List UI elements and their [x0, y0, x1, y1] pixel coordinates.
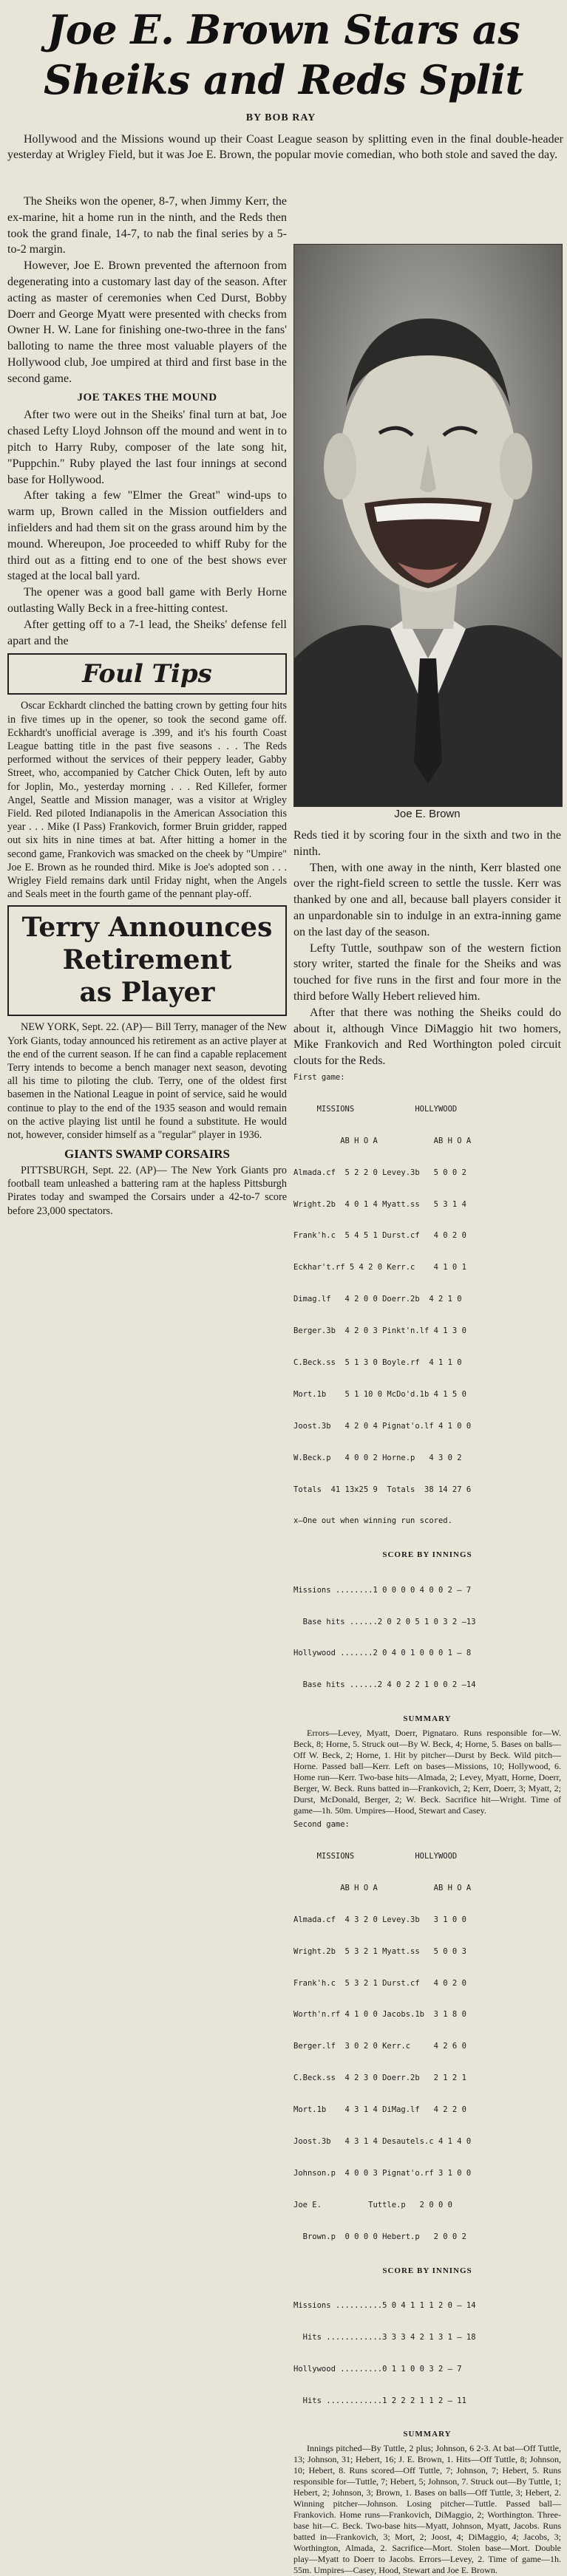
box-line: Wright.2b 5 3 2 1 Myatt.ss 5 0 0 3: [293, 1946, 466, 1956]
joe-e-brown-photo: [293, 244, 563, 807]
second-game-label: Second game:: [293, 1820, 350, 1830]
box-line: Johnson.p 4 0 0 3 Pignat'o.rf 3 1 0 0: [293, 2168, 472, 2178]
terry-headline-box: [7, 905, 287, 1016]
foul-tips-box: [7, 653, 287, 695]
box-line: Joost.3b 4 2 0 4 Pignat'o.lf 4 1 0 0: [293, 1421, 472, 1431]
score-line: Base hits ......2 4 0 2 2 1 0 0 2 —14: [293, 1680, 476, 1690]
terry-body: [7, 1020, 287, 1142]
first-game-label: First game:: [293, 1072, 345, 1082]
headline: [0, 4, 567, 105]
box-line: Eckhar't.rf 5 4 2 0 Kerr.c 4 1 0 1: [293, 1263, 466, 1272]
terry-headline-line2: Retirement: [62, 944, 232, 976]
box-line: Berger.lf 3 0 2 0 Kerr.c 4 2 6 0: [293, 2042, 466, 2051]
headline-line2: Sheiks and Reds Split: [44, 56, 523, 103]
box-line: Mort.1b 4 3 1 4 DiMag.lf 4 2 2 0: [293, 2105, 466, 2115]
score-line: Hits ............1 2 2 2 1 1 2 — 11: [293, 2396, 466, 2405]
box-line: Totals 41 13x25 9 Totals 38 14 27 6: [293, 1485, 472, 1494]
terry-headline: [9, 907, 285, 1015]
story-paragraph: The opener was a good ball game with Berly Horne outlasting Wally Beck in a free-hitting contest.: [7, 586, 287, 615]
line-score-1: [293, 1564, 561, 1711]
summary-2: [293, 2443, 561, 2576]
subhead-joe-takes-mound: JOE TAKES THE MOUND: [77, 391, 217, 403]
giants-body: [7, 1164, 287, 1218]
box-line: Almada.cf 5 2 2 0 Levey.3b 5 0 0 2: [293, 1168, 466, 1177]
summary-1: [293, 1728, 561, 1816]
box-line: Mort.1b 5 1 10 0 McDo'd.1b 4 1 5 0: [293, 1389, 466, 1399]
giants-text: PITTSBURGH, Sept. 22. (AP)— The New York Giants pro football team unleashed a battering ram at the hapless Pittsburgh Pirates today and swamped the Corsairs under a 42-to-7 score before 23,000 spectators.: [7, 1164, 287, 1217]
story-paragraph: However, Joe E. Brown prevented the afternoon from degenerating into a customary last day of the season. After acting as master of ceremonies when Ced Durst, Bobby Doerr and George Myatt were presented with checks from Owner H. W. Lane for finishing one-two-three in the fans' balloting to name the three most valuable players of the Hollywood club, Joe umpired at third and first base in the second game.: [7, 259, 287, 385]
box-line: MISSIONS HOLLYWOOD: [293, 1851, 458, 1861]
story-paragraph: Reds tied it by scoring four in the sixth and two in the ninth.: [293, 829, 561, 858]
box-line: Brown.p 0 0 0 0 Hebert.p 2 0 0 2: [293, 2232, 466, 2241]
headline-line1: Joe E. Brown Stars as: [47, 6, 520, 53]
score-line: Base hits ......2 0 2 0 5 1 0 3 2 —13: [293, 1617, 476, 1626]
photo-caption: Joe E. Brown: [394, 808, 461, 820]
box-line: Frank'h.c 5 3 2 1 Durst.cf 4 0 2 0: [293, 1978, 466, 1988]
summary-heading: SUMMARY: [403, 2430, 452, 2439]
story-paragraph: Lefty Tuttle, southpaw son of the western fiction story writer, started the finale for the Sheiks and was touched for five runs in the first and four more in the third before Wally Hebert relieved him.: [293, 941, 561, 1003]
box-line: C.Beck.ss 5 1 3 0 Boyle.rf 4 1 1 0: [293, 1357, 462, 1367]
score-by-innings-heading: SCORE BY INNINGS: [382, 2266, 472, 2275]
box-line: AB H O A AB H O A: [293, 1883, 472, 1892]
box-line: Joost.3b 4 3 1 4 Desautels.c 4 1 4 0: [293, 2136, 472, 2146]
terry-headline-line3: as Player: [79, 977, 215, 1009]
box-line: MISSIONS HOLLYWOOD: [293, 1104, 458, 1114]
story-paragraph: After taking a few "Elmer the Great" wind-ups to warm up, Brown called in the Mission outfielders and infielders and had them sit on the grass around him by the mound. Whereupon, Joe proceeded to whiff Ruby for the third out as a fitting end to one of the best shows ever staged at the local ball yard.: [7, 489, 287, 583]
box-score-2: [293, 1830, 561, 2263]
story-paragraph: After getting off to a 7-1 lead, the Sheiks' defense fell apart and the: [7, 618, 287, 647]
foul-tips-body: [7, 699, 287, 901]
score-by-innings-heading: SCORE BY INNINGS: [382, 1550, 472, 1560]
giants-subhead: GIANTS SWAMP CORSAIRS: [64, 1147, 230, 1162]
terry-text: NEW YORK, Sept. 22. (AP)— Bill Terry, manager of the New York Giants, today announced his retirement as an active player at the end of the current season. If he can find a capable replacement Terry intends to become a bench manager next season, devoting all his time to piloting the club. Terry, one of the oldest first basemen in the National League in point of service, said he would continue to play to the end of the 1935 season and would remain on the active playing list until he found a substitute. He would not, however, consider himself as a "regular" player in 1936.: [7, 1021, 287, 1141]
box-line: AB H O A AB H O A: [293, 1136, 472, 1145]
score-line: Missions ........1 0 0 0 0 4 0 0 2 — 7: [293, 1585, 472, 1595]
story-paragraph: The Sheiks won the opener, 8-7, when Jimmy Kerr, the ex-marine, hit a home run in the ninth, and the Reds then took the grand finale, 14-7, to nab the final series by a 5-to-2 margin.: [7, 195, 287, 256]
right-column: [293, 828, 561, 2576]
summary-text: Errors—Levey, Myatt, Doerr, Pignataro. Runs responsible for—W. Beck, 8; Horne, 5. Struck out—By W. Beck, 4; Horne, 5. Bases on balls—Off W. Beck, 2; Horne, 1. Hit by pitcher—Durst by Beck. Wild pitch—Horne. Passed ball—Kerr. Left on bases—Missions, 10; Hollywood, 6. Home run—Kerr. Two-base hits—Almada, 2; Levey, Myatt, Horne, Doerr, Berger, W. Beck. Runs batted in—Frankovich, 2; Kerr, Doerr, 3; Myatt, 2; Durst, McDonald, Berger, 2; W. Beck. Sacrifice hit—Wright. Time of game—1h. 50m. Umpires—Hood, Stewart and Casey.: [293, 1728, 561, 1816]
score-line: Missions ..........5 0 4 1 1 1 2 0 — 14: [293, 2300, 476, 2310]
box-line: Dimag.lf 4 2 0 0 Doerr.2b 4 2 1 0: [293, 1295, 462, 1304]
terry-headline-line1: Terry Announces: [21, 912, 273, 944]
box-line: Wright.2b 4 0 1 4 Myatt.ss 5 3 1 4: [293, 1199, 466, 1209]
portrait-illustration: [294, 245, 562, 806]
story-paragraph: After that there was nothing the Sheiks could do about it, although Vince DiMaggio hit two homers, Mike Frankovich and Red Worthington poled circuit clouts for the Reds.: [293, 1006, 561, 1068]
score-line: Hollywood .......2 0 4 0 1 0 0 0 1 — 8: [293, 1649, 472, 1658]
summary-heading: SUMMARY: [403, 1714, 452, 1724]
box-line: x—One out when winning run scored.: [293, 1516, 452, 1526]
byline: BY BOB RAY: [245, 112, 316, 123]
foul-tips-text: Oscar Eckhardt clinched the batting crown by getting four hits in five times up in the opener, so took the second game off. Eckhardt's unofficial average is .399, and it's his fourth Coast League batting title in the past five seasons . . . The Reds performed without the services of their peppery leader, Gabby Street, who, accompanied by Catcher Chick Outen, left by auto for Joplin, Mo., yesterday morning . . . Red Killefer, former Angel, Seattle and Mission manager, was a visitor at Wrigley Field. Red piloted Indianapolis in the American Association this year . . . Mike (I Pass) Frankovich, former Bruin gridder, rapped out six hits in nine times at bat. After hitting a homer in the second game, Frankovich was smacked on the cheek by "Umpire" Joe E. Brown as he rounded third. Mike is Joe's adopted son . . . Wrigley Field remains dark until Friday night, when the Angels and Seals meet in the fourth game of the pennant play-off.: [7, 700, 287, 901]
line-score-2: [293, 2279, 561, 2427]
lead-paragraph: [7, 132, 563, 163]
box-line: C.Beck.ss 4 2 3 0 Doerr.2b 2 1 2 1: [293, 2074, 466, 2083]
summary-text: Innings pitched—By Tuttle, 2 plus; Johnson, 6 2-3. At bat—Off Tuttle, 13; Johnson, 31; Hebert, 16; J. E. Brown, 1. Hits—Off Tuttle, 8; Johnson, 10; Hebert, 8. Runs scored—Off Tuttle, 7; Johnson, 7; Hebert, 5. Runs responsible for—Tuttle, 7; Hebert, 5; Johnson, 7. Struck out—By Tuttle, 1; Hebert, 2; Johnson, 3; Brown, 1. Bases on balls—Off Tuttle, 3; Hebert, 2. Winning pitcher—Johnson. Losing pitcher—Tuttle. Passed ball—Frankovich. Home runs—Frankovich, DiMaggio, 2; Worthington. Three-base hit—C. Beck. Two-base hits—Myatt, Johnson, Myatt, Jacobs. Runs batted in—Frankovich, 3; Mort, 2; Joost, 4; DiMaggio, 4; Jacobs, 3; Worthington, Almada, 2. Sacrifice—Mort. Stolen base—Mort. Double play—Myatt to Doerr to Jacobs. Errors—Levey, 2. Time of game—1h. 55m. Umpires—Casey, Hood, Stewart and Joe E. Brown.: [293, 2443, 561, 2576]
story-paragraph: After two were out in the Sheiks' final turn at bat, Joe chased Lefty Lloyd Johnson off the mound and went in to pitch to Harry Ruby, composer of the late song hit, "Puppchin." Ruby played the last four innings at second base for Hollywood.: [7, 409, 287, 486]
box-line: Berger.3b 4 2 0 3 Pinkt'n.lf 4 1 3 0: [293, 1326, 466, 1336]
score-line: Hollywood .........0 1 1 0 0 3 2 — 7: [293, 2364, 462, 2374]
foul-tips-title: Foul Tips: [82, 659, 212, 689]
score-line: Hits ............3 3 3 4 2 1 3 1 — 18: [293, 2332, 476, 2342]
box-line: Joe E. Tuttle.p 2 0 0 0: [293, 2200, 452, 2209]
box-line: W.Beck.p 4 0 0 2 Horne.p 4 3 0 2: [293, 1453, 462, 1462]
lead-text: Hollywood and the Missions wound up their Coast League season by splitting even in the final double-header yesterday at Wrigley Field, but it was Joe E. Brown, the popular movie comedian, who both stole and saved the day.: [7, 133, 563, 161]
left-column: [7, 194, 287, 1218]
box-line: Worth'n.rf 4 1 0 0 Jacobs.1b 3 1 8 0: [293, 2010, 466, 2020]
story-paragraph: Then, with one away in the ninth, Kerr blasted one over the right-field screen to settle the tussle. Kerr was thanked by one and all, because ball players consider it an unpardonable sin to indulge in an extra-inning game on the last day of the season.: [293, 861, 561, 938]
box-score-1: [293, 1083, 561, 1547]
box-line: Almada.cf 4 3 2 0 Levey.3b 3 1 0 0: [293, 1915, 466, 1924]
box-line: Frank'h.c 5 4 5 1 Durst.cf 4 0 2 0: [293, 1231, 466, 1241]
